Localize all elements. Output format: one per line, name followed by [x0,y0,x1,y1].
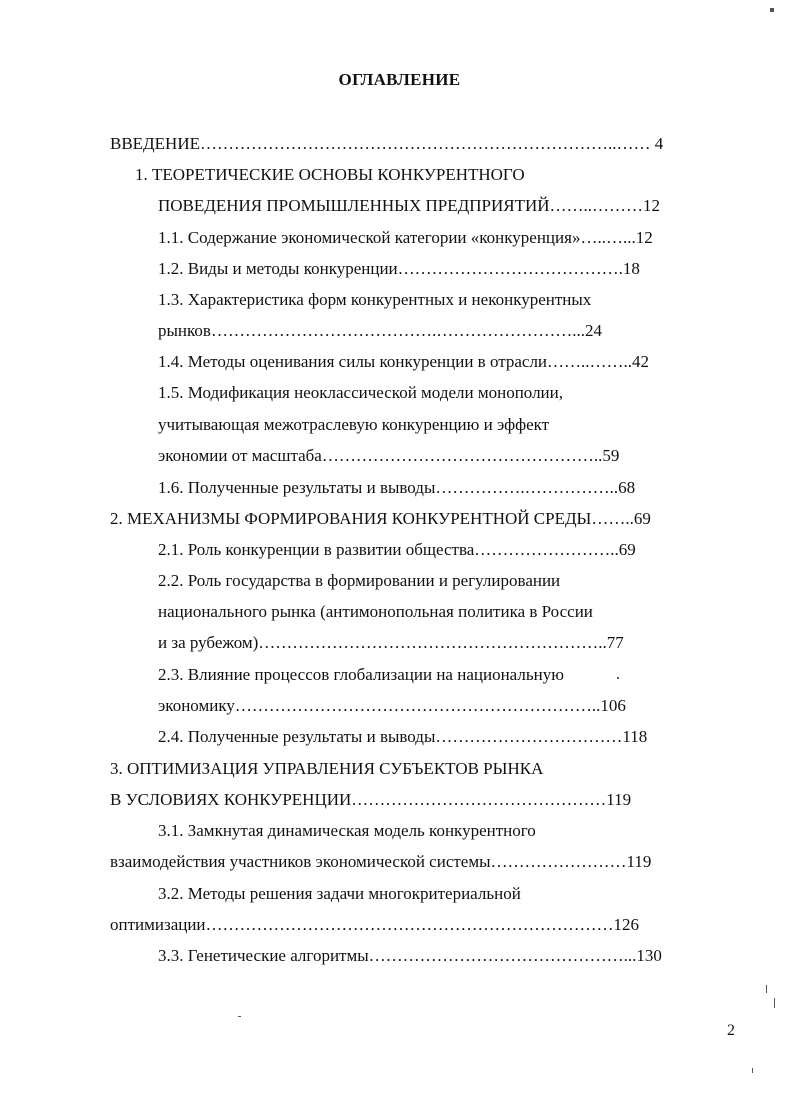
toc-entry: 2.3. Влияние процессов глобализации на национальную [158,665,564,684]
toc-entry: экономии от масштаба…………………………………………..59 [158,446,620,465]
toc-entry: 3. ОПТИМИЗАЦИЯ УПРАВЛЕНИЯ СУБЪЕКТОВ РЫНКА [110,759,544,778]
toc-entry: 1. ТЕОРЕТИЧЕСКИЕ ОСНОВЫ КОНКУРЕНТНОГО [135,165,525,184]
toc-entry: 1.2. Виды и методы конкуренции………………………………….18 [158,259,640,278]
toc-entry: учитывающая межотраслевую конкуренцию и эффект [158,415,550,434]
toc-entry: рынков………………………………….……………………...24 [158,321,602,340]
toc-entry: 2.1. Роль конкуренции в развитии общества……………………..69 [158,540,636,559]
toc-entry: национального рынка (антимонопольная политика в России [158,602,593,621]
scan-speck [617,677,619,679]
toc-entry: 2.2. Роль государства в формировании и регулировании [158,571,561,590]
scan-speck [766,985,767,993]
toc-entry: 3.2. Методы решения задачи многокритериальной [158,884,521,903]
toc-entry: и за рубежом)……………………………………………………..77 [158,633,624,652]
toc-entry: оптимизации………………………………………………………………126 [110,915,640,934]
scan-speck [752,1068,753,1073]
scan-speck [770,8,774,12]
toc-entry: 2.4. Полученные результаты и выводы……………………………118 [158,727,648,746]
toc-entry: 1.1. Содержание экономической категории «конкуренция»…..…...12 [158,228,653,247]
toc-entry: 3.3. Генетические алгоритмы………………………………………...130 [158,946,662,965]
toc-entry: 1.4. Методы оценивания силы конкуренции в отрасли……..……..42 [158,352,650,371]
toc-entry: 1.5. Модификация неоклассической модели монополии, [158,383,564,402]
toc-entry: 1.6. Полученные результаты и выводы…………….……………..68 [158,478,636,497]
toc-entry: 3.1. Замкнутая динамическая модель конкурентного [158,821,536,840]
toc-entry: экономику………………………………………………………..106 [158,696,626,715]
toc-entry: взаимодействия участников экономической системы……………………119 [110,852,652,871]
page-number: 2 [727,1022,735,1039]
page-title: ОГЛАВЛЕНИЕ [338,70,461,89]
toc-entry: 1.3. Характеристика форм конкурентных и неконкурентных [158,290,592,309]
scan-speck [238,1016,241,1017]
toc-entry: В УСЛОВИЯХ КОНКУРЕНЦИИ………………………………………119 [110,790,632,809]
scan-speck [774,998,775,1008]
toc-entry: ПОВЕДЕНИЯ ПРОМЫШЛЕННЫХ ПРЕДПРИЯТИЙ……..………12 [158,196,661,215]
toc-entry: 2. МЕХАНИЗМЫ ФОРМИРОВАНИЯ КОНКУРЕНТНОЙ СРЕДЫ……..69 [110,509,651,528]
toc-entry: ВВЕДЕНИЕ………………………………………………………………..…… 4 [110,134,664,153]
